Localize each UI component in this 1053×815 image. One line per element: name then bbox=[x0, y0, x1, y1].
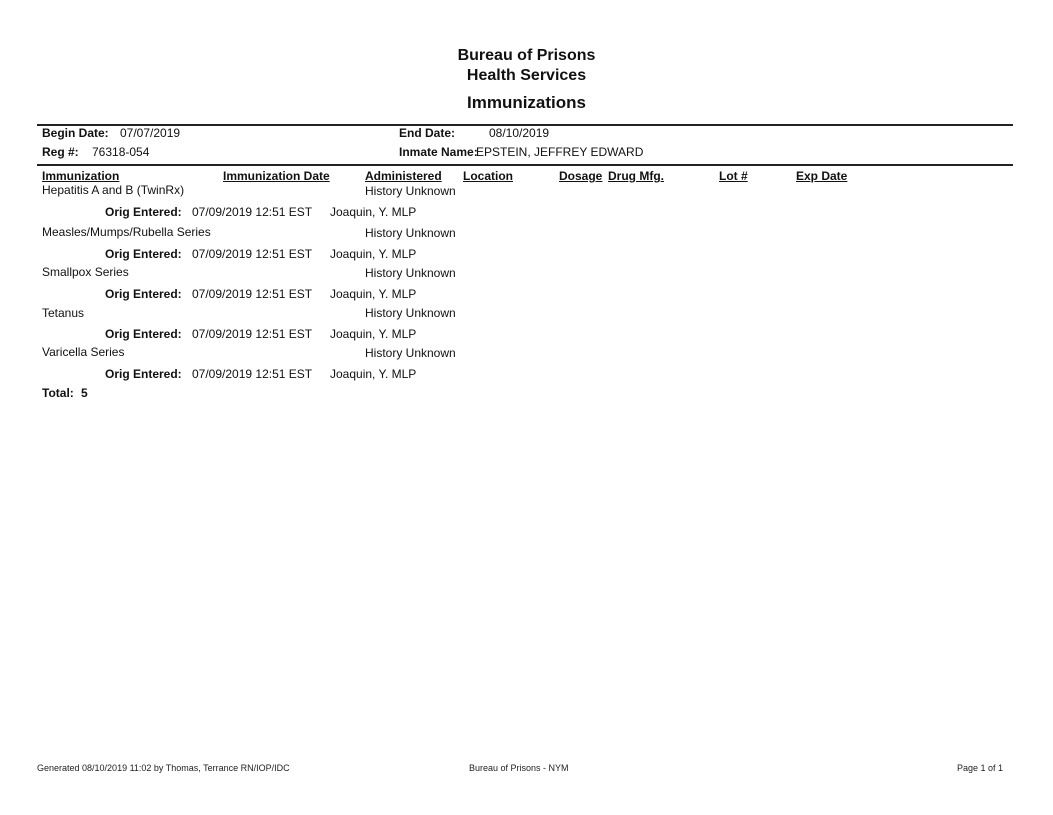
header-bottom-rule bbox=[37, 164, 1013, 166]
record-entered-by: Joaquin, Y. MLP bbox=[330, 287, 417, 301]
record-administered: History Unknown bbox=[365, 226, 456, 240]
footer-facility: Bureau of Prisons - NYM bbox=[469, 763, 569, 773]
reg-number-label: Reg #: bbox=[42, 145, 79, 159]
record-immunization-name: Hepatitis A and B (TwinRx) bbox=[42, 183, 185, 197]
inmate-name-label: Inmate Name: bbox=[399, 145, 478, 159]
col-header-location: Location bbox=[463, 169, 513, 183]
report-agency-title: Bureau of Prisons bbox=[457, 47, 596, 64]
footer-generated-info: Generated 08/10/2019 11:02 by Thomas, Terrance RN/IOP/IDC bbox=[37, 763, 290, 773]
col-header-lot-number: Lot # bbox=[719, 169, 748, 183]
record-immunization-name: Smallpox Series bbox=[42, 265, 129, 279]
record-immunization-name: Varicella Series bbox=[42, 345, 125, 359]
record-orig-entered-label: Orig Entered: bbox=[105, 367, 182, 381]
record-orig-entered-label: Orig Entered: bbox=[105, 287, 182, 301]
record-orig-entered-value: 07/09/2019 12:51 EST bbox=[192, 287, 313, 301]
record-orig-entered-label: Orig Entered: bbox=[105, 205, 182, 219]
record-administered: History Unknown bbox=[365, 266, 456, 280]
record-administered: History Unknown bbox=[365, 184, 456, 198]
inmate-name-value: EPSTEIN, JEFFREY EDWARD bbox=[476, 145, 644, 159]
record-immunization-name: Tetanus bbox=[42, 306, 85, 320]
col-header-administered: Administered bbox=[365, 169, 442, 183]
record-orig-entered-label: Orig Entered: bbox=[105, 247, 182, 261]
total-label: Total: bbox=[42, 386, 74, 400]
end-date-label: End Date: bbox=[399, 126, 456, 140]
report-title: Immunizations bbox=[466, 93, 586, 112]
report-department-title: Health Services bbox=[466, 67, 587, 84]
col-header-dosage: Dosage bbox=[559, 169, 603, 183]
record-immunization-name: Measles/Mumps/Rubella Series bbox=[42, 225, 211, 239]
record-entered-by: Joaquin, Y. MLP bbox=[330, 367, 417, 381]
end-date-value: 08/10/2019 bbox=[489, 126, 550, 140]
footer-page-number: Page 1 of 1 bbox=[957, 763, 1004, 773]
begin-date-label: Begin Date: bbox=[42, 126, 109, 140]
record-entered-by: Joaquin, Y. MLP bbox=[330, 327, 417, 341]
record-orig-entered-value: 07/09/2019 12:51 EST bbox=[192, 247, 313, 261]
record-administered: History Unknown bbox=[365, 346, 456, 360]
total-value: 5 bbox=[81, 386, 88, 400]
col-header-drug-mfg: Drug Mfg. bbox=[608, 169, 664, 183]
begin-date-value: 07/07/2019 bbox=[120, 126, 181, 140]
record-entered-by: Joaquin, Y. MLP bbox=[330, 247, 417, 261]
record-orig-entered-value: 07/09/2019 12:51 EST bbox=[192, 367, 313, 381]
col-header-immunization-date: Immunization Date bbox=[223, 169, 330, 183]
col-header-exp-date: Exp Date bbox=[796, 169, 848, 183]
record-orig-entered-value: 07/09/2019 12:51 EST bbox=[192, 205, 313, 219]
record-orig-entered-value: 07/09/2019 12:51 EST bbox=[192, 327, 313, 341]
record-orig-entered-label: Orig Entered: bbox=[105, 327, 182, 341]
record-administered: History Unknown bbox=[365, 306, 456, 320]
col-header-immunization: Immunization bbox=[42, 169, 120, 183]
record-entered-by: Joaquin, Y. MLP bbox=[330, 205, 417, 219]
reg-number-value: 76318-054 bbox=[92, 145, 150, 159]
